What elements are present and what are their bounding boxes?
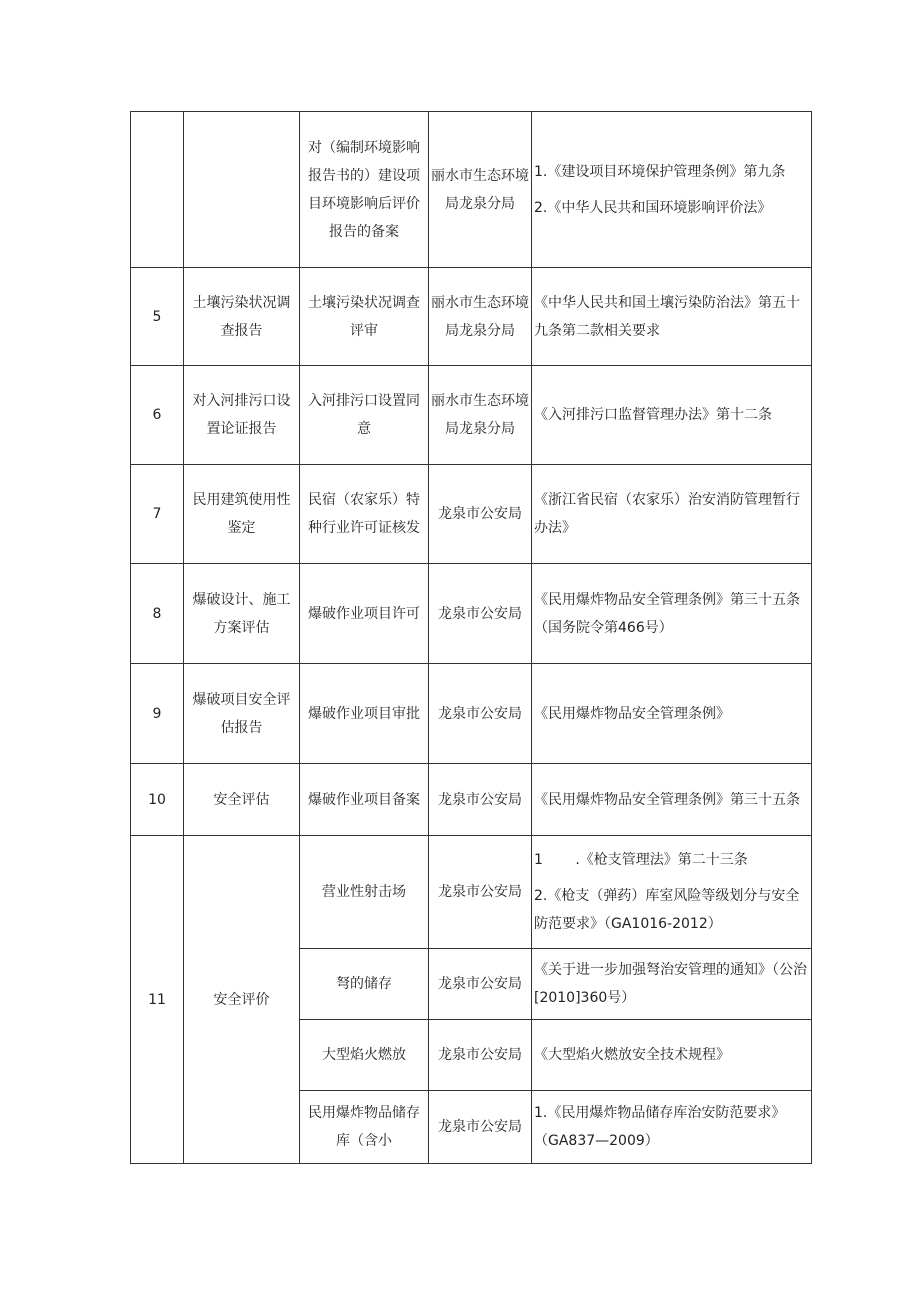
department: 丽水市生态环境局龙泉分局 xyxy=(429,268,532,366)
table-row xyxy=(131,366,812,465)
row-number: 8 xyxy=(131,564,184,664)
legal-basis: 《关于进一步加强弩治安管理的通知》（公治[2010]360号） xyxy=(532,949,812,1020)
intermediary-item: 民用建筑使用性鉴定 xyxy=(184,465,300,564)
legal-basis xyxy=(532,836,812,949)
row-number: 6 xyxy=(131,366,184,465)
department: 龙泉市公安局 xyxy=(429,949,532,1020)
intermediary-item: 安全评估 xyxy=(184,764,300,836)
department: 龙泉市公安局 xyxy=(429,1020,532,1091)
intermediary-item: 安全评价 xyxy=(184,836,300,1164)
table-row xyxy=(131,764,812,836)
row-number: 5 xyxy=(131,268,184,366)
table-row xyxy=(131,564,812,664)
approval-item: 大型焰火燃放 xyxy=(300,1020,429,1091)
legal-basis: 《中华人民共和国土壤污染防治法》第五十九条第二款相关要求 xyxy=(532,268,812,366)
intermediary-item: 对入河排污口设置论证报告 xyxy=(184,366,300,465)
legal-basis xyxy=(532,112,812,268)
table-row xyxy=(131,836,812,949)
department: 龙泉市公安局 xyxy=(429,1091,532,1164)
approval-item: 土壤污染状况调查评审 xyxy=(300,268,429,366)
row-number: 10 xyxy=(131,764,184,836)
table-row xyxy=(131,268,812,366)
legal-basis: 《民用爆炸物品安全管理条例》第三十五条（国务院令第466号） xyxy=(532,564,812,664)
department: 龙泉市公安局 xyxy=(429,836,532,949)
row-number xyxy=(131,112,184,268)
table-row xyxy=(131,465,812,564)
approval-item: 入河排污口设置同意 xyxy=(300,366,429,465)
department: 丽水市生态环境局龙泉分局 xyxy=(429,112,532,268)
table-row xyxy=(131,664,812,764)
department: 龙泉市公安局 xyxy=(429,664,532,764)
legal-basis: 《民用爆炸物品安全管理条例》 xyxy=(532,664,812,764)
legal-basis-line: 1 .《枪支管理法》第二十三条 xyxy=(534,852,748,868)
approval-item: 民用爆炸物品储存库（含小 xyxy=(300,1091,429,1164)
approval-item: 民宿（农家乐）特种行业许可证核发 xyxy=(300,465,429,564)
intermediary-item xyxy=(184,112,300,268)
department: 龙泉市公安局 xyxy=(429,764,532,836)
approval-item: 营业性射击场 xyxy=(300,836,429,949)
department: 龙泉市公安局 xyxy=(429,564,532,664)
legal-basis-line: 2.《枪支（弹药）库室风险等级划分与安全防范要求》（GA1016-2012） xyxy=(534,888,800,932)
legal-basis: 《大型焰火燃放安全技术规程》 xyxy=(532,1020,812,1091)
row-number: 9 xyxy=(131,664,184,764)
intermediary-item: 爆破项目安全评估报告 xyxy=(184,664,300,764)
approval-item: 爆破作业项目审批 xyxy=(300,664,429,764)
legal-basis: 《民用爆炸物品安全管理条例》第三十五条 xyxy=(532,764,812,836)
department: 龙泉市公安局 xyxy=(429,465,532,564)
approval-table xyxy=(130,111,812,1164)
legal-basis: 《浙江省民宿（农家乐）治安消防管理暂行办法》 xyxy=(532,465,812,564)
approval-item: 爆破作业项目备案 xyxy=(300,764,429,836)
legal-basis-line: 1.《建设项目环境保护管理条例》第九条 xyxy=(534,163,786,180)
legal-basis-line: 2.《中华人民共和国环境影响评价法》 xyxy=(534,199,772,216)
approval-item: 弩的储存 xyxy=(300,949,429,1020)
legal-basis: 《入河排污口监督管理办法》第十二条 xyxy=(532,366,812,465)
department: 丽水市生态环境局龙泉分局 xyxy=(429,366,532,465)
intermediary-item: 爆破设计、施工方案评估 xyxy=(184,564,300,664)
approval-item: 对（编制环境影响报告书的）建设项目环境影响后评价报告的备案 xyxy=(300,112,429,268)
row-number: 11 xyxy=(131,836,184,1164)
row-number: 7 xyxy=(131,465,184,564)
approval-item: 爆破作业项目许可 xyxy=(300,564,429,664)
legal-basis: 1.《民用爆炸物品储存库治安防范要求》（GA837—2009） xyxy=(532,1091,812,1164)
intermediary-item: 土壤污染状况调查报告 xyxy=(184,268,300,366)
table-row xyxy=(131,112,812,268)
